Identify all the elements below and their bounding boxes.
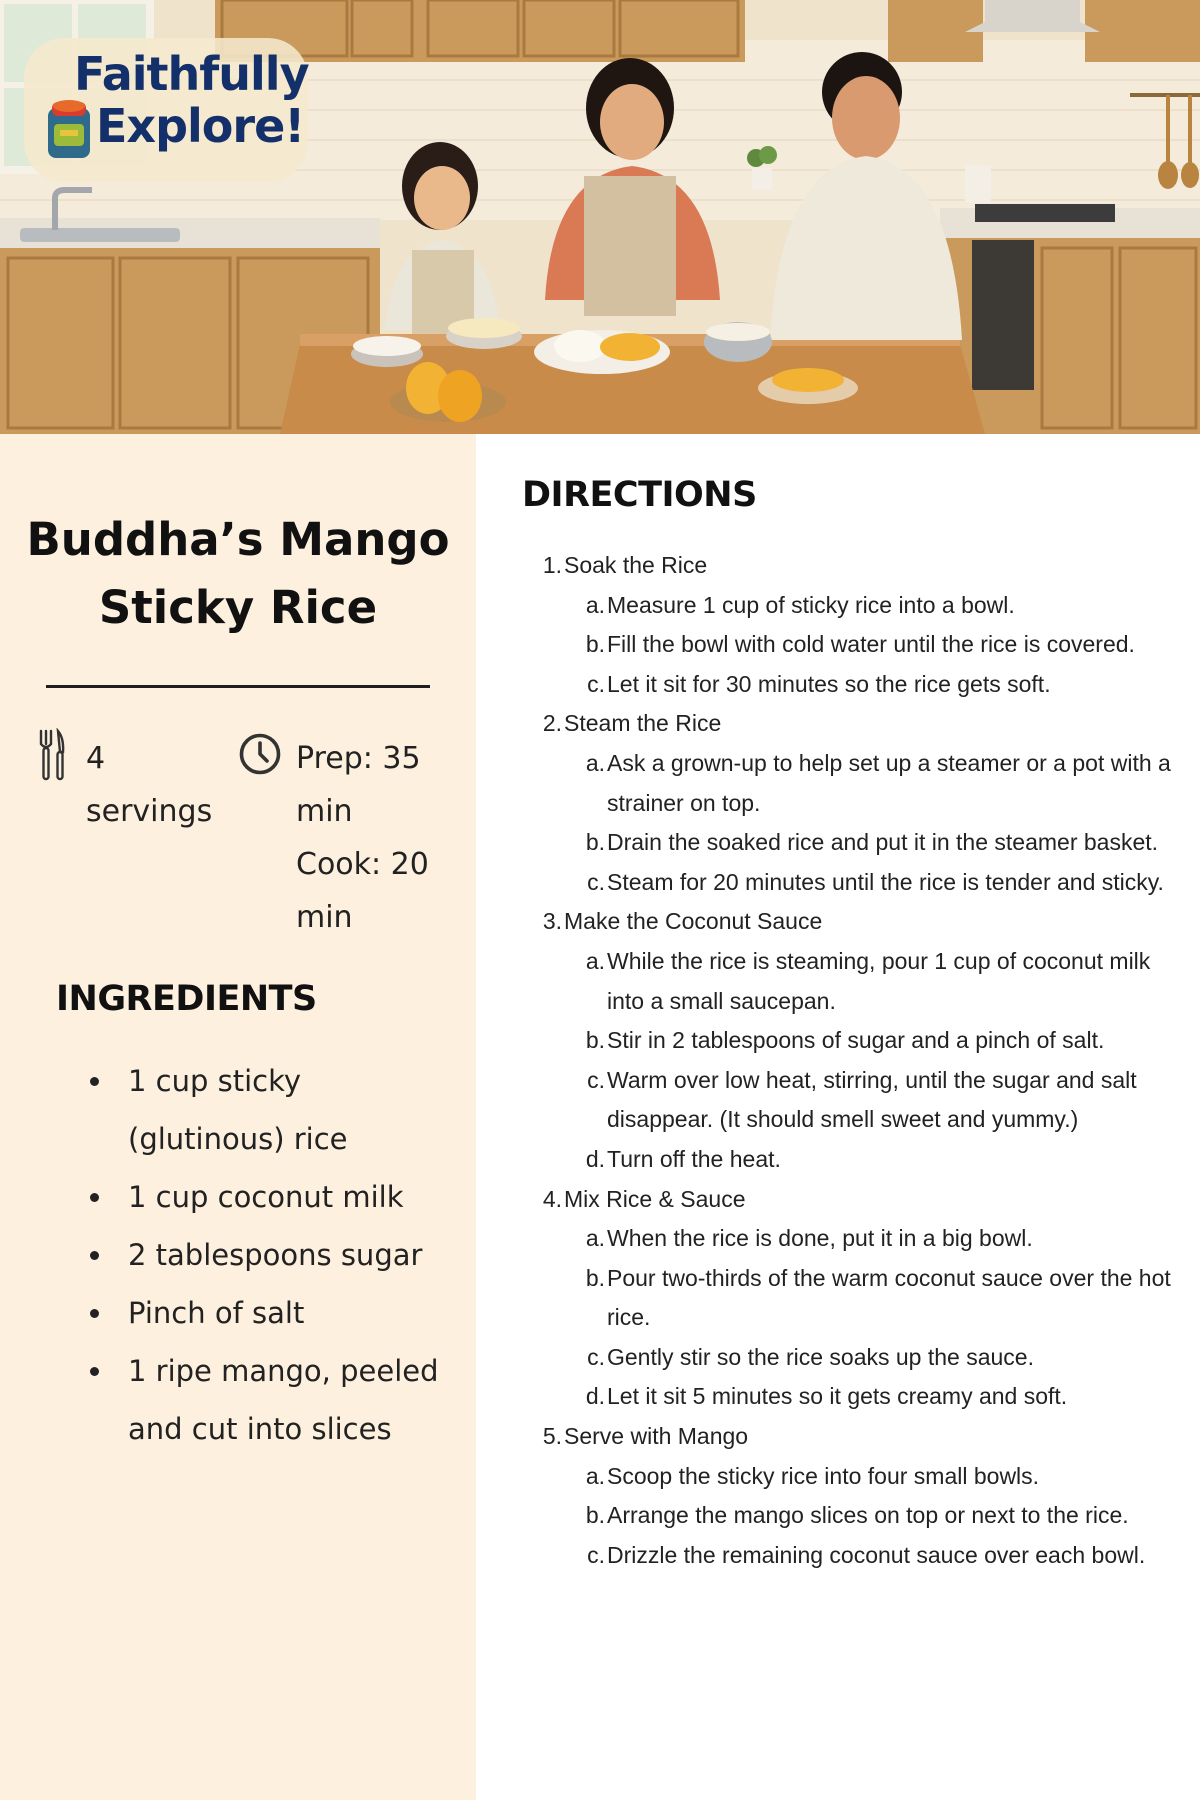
step-title-text: Mix Rice & Sauce (564, 1185, 746, 1212)
substep (542, 1259, 1182, 1338)
substep-marker: b. (585, 1264, 605, 1291)
directions-list (542, 546, 1182, 1575)
substep-text: While the rice is steaming, pour 1 cup of coconut milk into a small saucepan. (607, 947, 1151, 1014)
substep-list (542, 942, 1182, 1180)
substep-marker: c. (587, 1541, 605, 1568)
ingredients-heading: INGREDIENTS (56, 979, 317, 1019)
step-title-text: Serve with Mango (564, 1423, 749, 1450)
direction-step (542, 902, 1182, 1179)
hero-illustration (0, 0, 1200, 434)
step-title-text: Soak the Rice (564, 552, 708, 578)
substep (542, 1219, 1182, 1259)
substep (542, 1496, 1182, 1536)
substep-text: Steam for 20 minutes until the rice is tender and sticky. (607, 868, 1164, 895)
ingredient-item (56, 1284, 456, 1342)
substep (542, 942, 1182, 1021)
substep-marker: d. (585, 1145, 605, 1172)
substep (542, 1061, 1182, 1140)
time-info (296, 732, 466, 944)
substep-marker: c. (587, 670, 605, 697)
substep-text: Warm over low heat, stirring, until the sugar and salt disappear. (It should smell sweet and yummy.) (607, 1066, 1137, 1133)
substep-marker: b. (585, 829, 605, 856)
substep (542, 1457, 1182, 1497)
substep (542, 1338, 1182, 1378)
substep-marker: a. (585, 947, 605, 974)
substep-text: Pour two-thirds of the warm coconut sauce over the hot rice. (607, 1264, 1171, 1331)
substep-text: Fill the bowl with cold water until the rice is covered. (607, 631, 1135, 658)
substep-text: Ask a grown-up to help set up a steamer or a pot with a strainer on top. (607, 749, 1171, 816)
direction-step (542, 704, 1182, 902)
substep-text: Scoop the sticky rice into four small bowls. (607, 1462, 1040, 1489)
ingredient-text: 1 cup sticky (glutinous) rice (128, 1064, 348, 1156)
bullet-icon (90, 1367, 99, 1376)
fork-knife-icon (38, 728, 66, 782)
step-title (542, 1417, 1182, 1457)
recipe-title: Buddha’s Mango Sticky Rice (26, 513, 450, 634)
clock-icon (238, 732, 282, 776)
brand-logo-text (74, 47, 309, 153)
recipe-info-panel (0, 434, 476, 1800)
direction-step (542, 546, 1182, 704)
step-title-text: Make the Coconut Sauce (564, 908, 823, 935)
substep-text: Measure 1 cup of sticky rice into a bowl. (607, 591, 1015, 618)
substep-marker: a. (585, 1462, 605, 1489)
servings-info (86, 732, 236, 838)
ingredient-text: Pinch of salt (128, 1296, 305, 1330)
substep-text: When the rice is done, put it in a big bowl. (607, 1225, 1033, 1252)
substep (542, 863, 1182, 903)
substep-marker: b. (585, 1502, 605, 1529)
directions-panel (476, 434, 1200, 1800)
substep (542, 1536, 1182, 1576)
substep-marker: a. (585, 591, 605, 618)
substep-marker: d. (585, 1383, 605, 1410)
step-number: 2. (542, 710, 562, 737)
substep (542, 1377, 1182, 1417)
substep-marker: c. (587, 1343, 605, 1370)
substep (542, 625, 1182, 665)
substep-marker: a. (585, 749, 605, 776)
step-title (542, 1180, 1182, 1220)
step-number: 4. (542, 1185, 562, 1212)
step-number: 5. (542, 1423, 562, 1450)
prep-time: Prep: 35 min (296, 741, 421, 829)
bullet-icon (90, 1193, 99, 1202)
ingredients-list (56, 1052, 456, 1458)
brand-name-line2: Explore! (96, 99, 305, 153)
bullet-icon (90, 1309, 99, 1318)
substep (542, 1140, 1182, 1180)
bullet-icon (90, 1077, 99, 1086)
substep-text: Gently stir so the rice soaks up the sauce. (607, 1343, 1034, 1370)
servings-count: 4 (86, 741, 106, 776)
step-number: 3. (542, 908, 562, 935)
ingredient-text: 1 ripe mango, peeled and cut into slices (128, 1354, 439, 1446)
title-divider (46, 685, 430, 688)
directions-heading: DIRECTIONS (522, 475, 757, 515)
cook-time: Cook: 20 min (296, 847, 429, 935)
substep (542, 586, 1182, 626)
substep-marker: c. (587, 868, 605, 895)
ingredient-item (56, 1226, 456, 1284)
ingredient-item (56, 1052, 456, 1168)
substep-list (542, 1457, 1182, 1576)
substep-marker: c. (587, 1066, 605, 1093)
substep (542, 823, 1182, 863)
step-number: 1. (542, 552, 562, 578)
substep-marker: a. (585, 1225, 605, 1252)
substep-marker: b. (585, 1027, 605, 1054)
ingredient-text: 1 cup coconut milk (128, 1180, 404, 1214)
direction-step (542, 1180, 1182, 1418)
substep-text: Stir in 2 tablespoons of sugar and a pinch of salt. (607, 1027, 1105, 1054)
substep-text: Drain the soaked rice and put it in the steamer basket. (607, 829, 1159, 856)
substep-list (542, 744, 1182, 902)
substep-list (542, 1219, 1182, 1417)
step-title-text: Steam the Rice (564, 710, 722, 737)
substep-text: Let it sit for 30 minutes so the rice gets soft. (607, 670, 1051, 697)
substep-text: Let it sit 5 minutes so it gets creamy and soft. (607, 1383, 1068, 1410)
bullet-icon (90, 1251, 99, 1260)
substep (542, 665, 1182, 705)
substep (542, 1021, 1182, 1061)
servings-label: servings (86, 794, 213, 829)
substep-list (542, 586, 1182, 705)
step-title (542, 902, 1182, 942)
step-title (542, 704, 1182, 744)
ingredient-text: 2 tablespoons sugar (128, 1238, 423, 1272)
ingredient-item (56, 1168, 456, 1226)
substep (542, 744, 1182, 823)
substep-text: Turn off the heat. (607, 1145, 781, 1172)
direction-step (542, 1417, 1182, 1575)
ingredient-item (56, 1342, 456, 1458)
brand-name-line1: Faithfully (74, 47, 309, 101)
substep-text: Drizzle the remaining coconut sauce over each bowl. (607, 1541, 1146, 1568)
substep-text: Arrange the mango slices on top or next to the rice. (607, 1502, 1129, 1529)
step-title (542, 546, 1182, 586)
substep-marker: b. (585, 631, 605, 658)
